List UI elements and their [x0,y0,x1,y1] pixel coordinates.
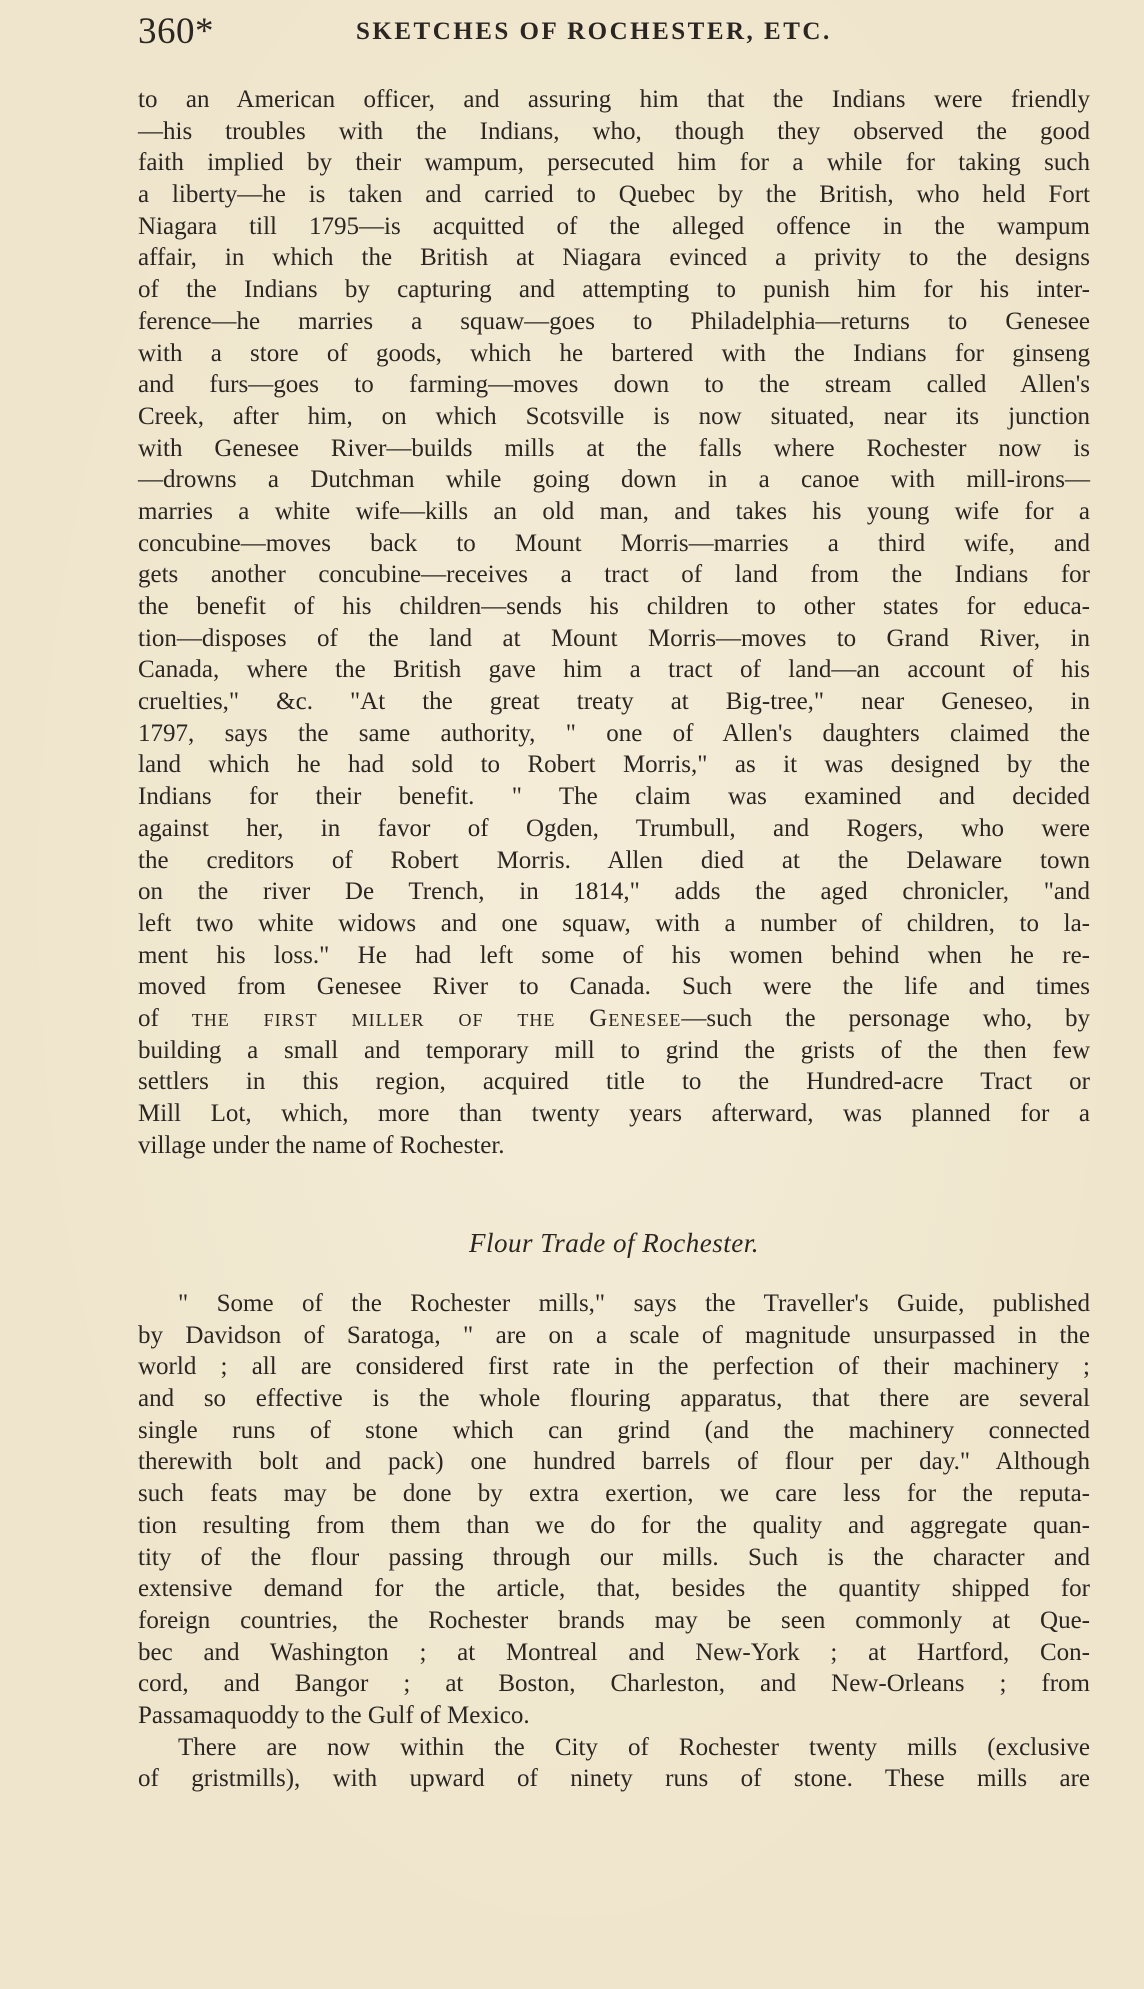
text-line: with a store of goods, which he bartered with the Indians for ginseng [138,339,1090,367]
text-line: cruelties," &c. "At the great treaty at Big-tree," near Geneseo, in [138,688,1090,716]
text-line: against her, in favor of Ogden, Trumbull, and Rogers, who were [138,814,1090,842]
smallcaps-phrase: the first miller of the Genesee [191,1004,682,1032]
text-line: ference—he marries a squaw—goes to Philadelphia—returns to Genesee [138,307,1090,335]
text-line: Mill Lot, which, more than twenty years afterward, was planned for a [138,1100,1090,1127]
text-fragment: of [138,1004,192,1032]
text-line: therewith bolt and pack) one hundred barrels of flour per day." Although [138,1448,1090,1476]
running-title: SKETCHES OF ROCHESTER, ETC. [356,18,832,45]
body-text-block-2 [138,1288,1090,1795]
text-line: to an American officer, and assuring him that the Indians were friendly [138,86,1090,113]
text-line: left two white widows and one squaw, with a number of children, to la- [138,909,1090,937]
text-line: settlers in this region, acquired title to the Hundred-acre Tract or [138,1068,1090,1096]
text-line: affair, in which the British at Niagara evinced a privity to the designs [138,244,1090,272]
text-line: land which he had sold to Robert Morris," as it was designed by the [138,751,1090,779]
text-line: —drowns a Dutchman while going down in a canoe with mill-irons— [138,466,1090,494]
text-line: marries a white wife—kills an old man, and takes his young wife for a [138,497,1090,525]
text-line: moved from Genesee River to Canada. Such were the life and times [138,973,1090,1001]
text-line: building a small and temporary mill to grind the grists of the then few [138,1036,1090,1064]
text-line: Creek, after him, on which Scotsville is now situated, near its junction [138,402,1090,430]
text-line: such feats may be done by extra exertion, we care less for the reputa- [138,1480,1090,1508]
text-line: with Genesee River—builds mills at the falls where Rochester now is [138,434,1090,462]
text-line: tity of the flour passing through our mills. Such is the character and [138,1543,1090,1571]
section-heading: Flour Trade of Rochester. [469,1228,759,1258]
text-line: on the river De Trench, in 1814," adds the aged chronicler, "and [138,878,1090,906]
text-line: —his troubles with the Indians, who, though they observed the good [138,117,1090,145]
page-header [138,10,1098,66]
text-line: village under the name of Rochester. [138,1131,505,1159]
text-line: and so effective is the whole flouring apparatus, that there are several [138,1385,1090,1413]
text-line: a liberty—he is taken and carried to Quebec by the British, who held Fort [138,181,1090,209]
text-line: cord, and Bangor ; at Boston, Charleston, and New-Orleans ; from [138,1670,1090,1698]
text-line: bec and Washington ; at Montreal and New-York ; at Hartford, Con- [138,1638,1090,1666]
text-line: " Some of the Rochester mills," says the Traveller's Guide, published [178,1290,1090,1317]
text-line: faith implied by their wampum, persecuted him for a while for taking such [138,149,1090,177]
text-line: tion resulting from them than we do for the quality and aggregate quan- [138,1511,1090,1539]
text-line: Indians for their benefit. " The claim was examined and decided [138,783,1090,811]
text-line: tion—disposes of the land at Mount Morris—moves to Grand River, in [138,624,1090,652]
text-line: by Davidson of Saratoga, " are on a scale of magnitude unsurpassed in the [138,1321,1090,1349]
text-line: There are now within the City of Rochester twenty mills (exclusive [178,1733,1090,1761]
text-line: of gristmills), with upward of ninety runs of stone. These mills are [138,1765,1090,1793]
text-line: single runs of stone which can grind (and the machinery connected [138,1416,1090,1444]
text-line: gets another concubine—receives a tract of land from the Indians for [138,561,1090,589]
text-line: the benefit of his children—sends his children to other states for educa- [138,593,1090,620]
text-line: foreign countries, the Rochester brands may be seen commonly at Que- [138,1606,1090,1634]
text-line [138,1003,1090,1035]
text-line: Canada, where the British gave him a tract of land—an account of his [138,656,1090,684]
text-line: 1797, says the same authority, " one of Allen's daughters claimed the [138,719,1090,747]
page-number: 360* [138,11,214,52]
text-line: the creditors of Robert Morris. Allen died at the Delaware town [138,846,1090,874]
text-line: world ; all are considered first rate in the perfection of their machinery ; [138,1353,1090,1381]
text-fragment: —such the personage who, by [681,1004,1091,1032]
text-line: ment his loss." He had left some of his women behind when he re- [138,941,1090,969]
body-text-block-1 [138,84,1090,1161]
text-line: Passamaquoddy to the Gulf of Mexico. [138,1701,530,1729]
text-line: Niagara till 1795—is acquitted of the alleged offence in the wampum [138,212,1090,240]
text-line: concubine—moves back to Mount Morris—marries a third wife, and [138,529,1090,557]
text-line: extensive demand for the article, that, besides the quantity shipped for [138,1575,1090,1603]
text-line: of the Indians by capturing and attempting to punish him for his inter- [138,276,1090,304]
text-line: and furs—goes to farming—moves down to the stream called Allen's [138,371,1090,399]
